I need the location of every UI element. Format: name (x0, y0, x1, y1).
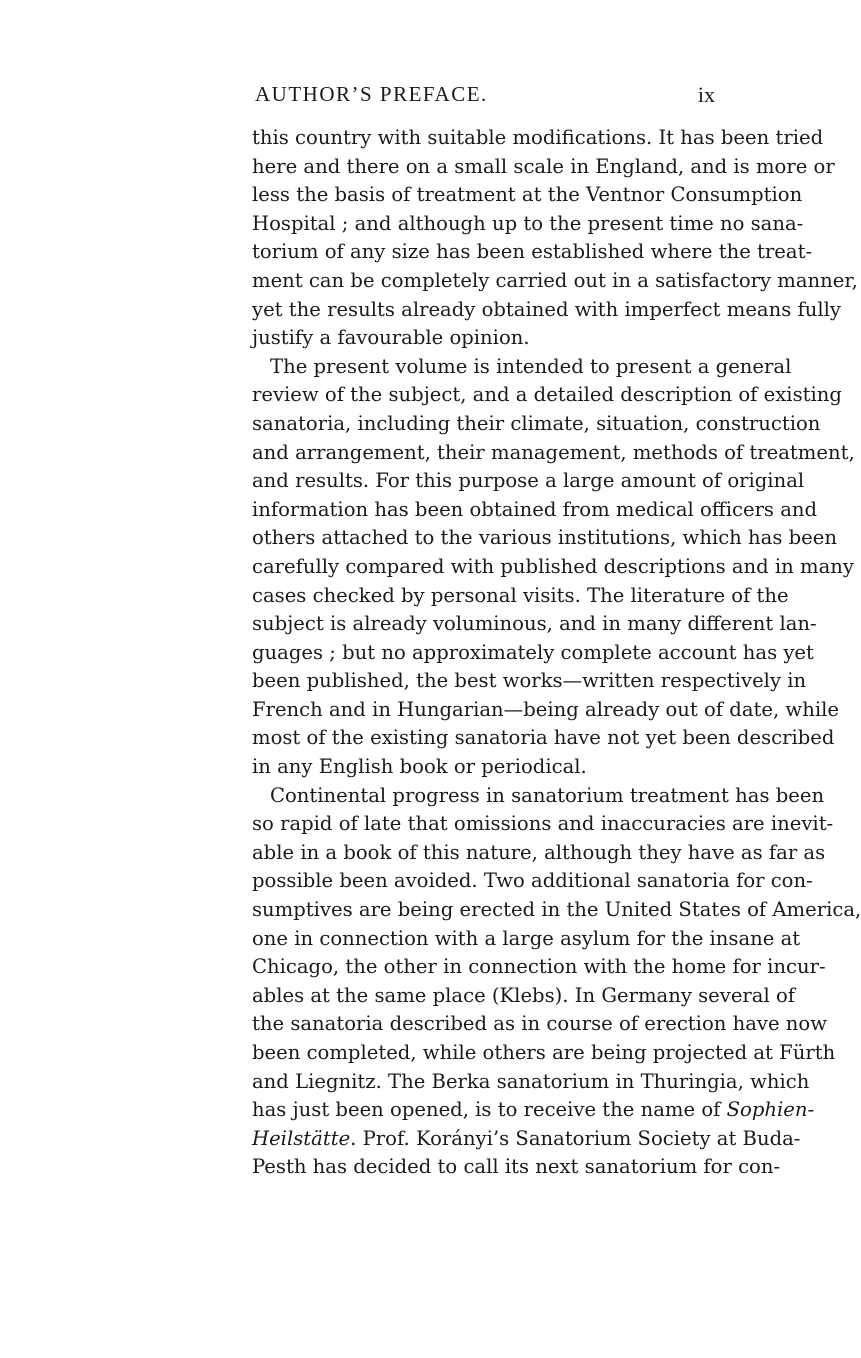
text-line: The present volume is intended to present a general (270, 354, 792, 378)
text-line: possible been avoided. Two additional sanatoria for con- (252, 869, 813, 893)
text-line: most of the existing sanatoria have not yet been described (252, 726, 835, 750)
page-number: ix (697, 82, 715, 107)
text-line: others attached to the various institutions, which has been (252, 526, 837, 550)
text-line: Hospital ; and although up to the present time no sana- (252, 211, 804, 235)
text-line: sumptives are being erected in the United States of America, (252, 898, 861, 922)
text-line: yet the results already obtained with imperfect means fully (252, 297, 841, 321)
body-text (252, 124, 861, 1182)
text-line: sanatoria, including their climate, situation, construction (252, 411, 821, 435)
text-line: guages ; but no approximately complete account has yet (252, 640, 814, 664)
text-line: review of the subject, and a detailed description of existing (252, 383, 842, 407)
text-line: been completed, while others are being projected at Fürth (252, 1041, 836, 1064)
paragraph (252, 782, 861, 1182)
text-line: here and there on a small scale in England, and is more or (252, 154, 835, 178)
running-head (255, 82, 715, 108)
text-line: cases checked by personal visits. The literature of the (252, 583, 789, 607)
text-line: Continental progress in sanatorium treatment has been (270, 783, 825, 807)
text-line: has just been opened, is to receive the name of Sophien- (252, 1098, 815, 1122)
paragraph (252, 353, 855, 782)
text-line: less the basis of treatment at the Ventnor Consumption (252, 183, 803, 207)
text-line: so rapid of late that omissions and inaccuracies are inevit- (252, 812, 834, 836)
text-line: subject is already voluminous, and in many different lan- (252, 612, 817, 636)
paragraph (252, 124, 858, 353)
text-line: Pesth has decided to call its next sanatorium for con- (252, 1155, 781, 1179)
text-line: able in a book of this nature, although they have as far as (252, 840, 826, 864)
running-title: AUTHOR’S PREFACE. (255, 82, 488, 106)
text-line: justify a favourable opinion. (252, 326, 530, 350)
text-line: in any English book or periodical. (252, 755, 587, 779)
text-line: Heilstätte. Prof. Korányi’s Sanatorium Society at Buda- (252, 1126, 801, 1150)
text-line: this country with suitable modifications. It has been tried (252, 126, 824, 149)
text-line: French and in Hungarian—being already out of date, while (252, 697, 839, 721)
text-line: one in connection with a large asylum for the insane at (252, 926, 801, 950)
text-line: Chicago, the other in connection with the home for incur- (252, 955, 826, 979)
text-line: carefully compared with published descriptions and in many (252, 554, 854, 578)
text-line: information has been obtained from medical officers and (252, 497, 818, 521)
text-line: torium of any size has been established where the treat- (252, 240, 813, 264)
text-line: the sanatoria described as in course of erection have now (252, 1012, 827, 1036)
text-line: and arrangement, their management, methods of treatment, (252, 440, 855, 464)
text-line: ment can be completely carried out in a satisfactory manner, (252, 268, 858, 292)
text-line: and Liegnitz. The Berka sanatorium in Thuringia, which (252, 1069, 810, 1093)
text-line: and results. For this purpose a large amount of original (252, 469, 805, 493)
text-line: been published, the best works—written respectively in (252, 669, 807, 693)
text-line: ables at the same place (Klebs). In Germany several of (252, 983, 796, 1007)
